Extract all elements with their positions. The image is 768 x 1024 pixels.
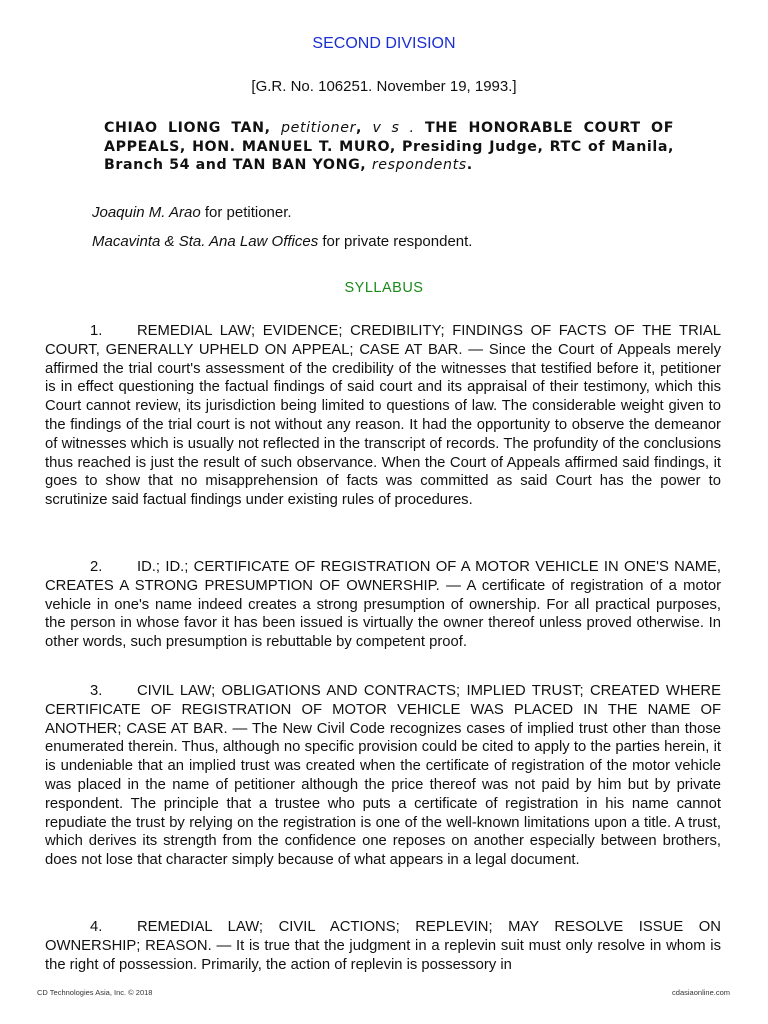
footer-website: cdasiaonline.com [672, 988, 730, 997]
paragraph-number: 1. [90, 323, 103, 339]
footer-copyright: CD Technologies Asia, Inc. © 2018 [37, 988, 153, 997]
paragraph-number: 3. [90, 683, 103, 699]
counsel-name: Macavinta & Sta. Ana Law Offices [92, 233, 319, 250]
respondents-role: respondents [371, 157, 467, 173]
paragraph-number: 2. [90, 559, 103, 575]
counsel-name: Joaquin M. Arao [92, 204, 201, 221]
syllabus-paragraph-4 [45, 918, 721, 974]
paragraph-text: REMEDIAL LAW; EVIDENCE; CREDIBILITY; FINDINGS OF FACTS OF THE TRIAL COURT, GENERALLY UPHELD ON APPEAL; CASE AT BAR. — Since the Court of Appeals merely affirmed the trial court's assessment of the credibility of the witnesses that testified before it, petitioner is in effect questioning the factual findings of said court and its appraisal of their testimony, which this Court cannot review, its jurisdiction being limited to questions of law. The considerable weight given to the findings of the trial court is not without any reason. It had the opportunity to observe the demeanor of witnesses which is usually not reflected in the transcript of records. The profundity of the conclusions thus reached is just the result of such observance. When the Court of Appeals affirmed said findings, it goes to show that no misapprehension of facts was committed as said Court has the power to scrutinize said factual findings under existing rules of procedures. [45, 323, 721, 509]
comma: , [356, 120, 373, 136]
syllabus-paragraph-1 [45, 322, 721, 510]
counsel-for: for petitioner. [200, 204, 292, 221]
paragraph-text: CIVIL LAW; OBLIGATIONS AND CONTRACTS; IMPLIED TRUST; CREATED WHERE CERTIFICATE OF REGISTRATION OF MOTOR VEHICLE WAS PLACED IN THE NAME OF ANOTHER; CASE AT BAR. — The New Civil Code recognizes cases of implied trust other than those enumerated therein. Thus, although no specific provision could be cited to apply to the parties herein, it is undeniable that an implied trust was created when the certificate of registration of the motor vehicle was placed in the name of petitioner although the price thereof was not paid by him but by private respondent. The principle that a trustee who puts a certificate of registration in his name cannot repudiate the trust by relying on the registration is one of the well-known limitations upon a title. A trust, which derives its strength from the confidence one reposes on another especially between brothers, does not lose that character simply because of what appears in a legal document. [45, 683, 721, 869]
counsel-for: for private respondent. [318, 233, 473, 250]
period: . [466, 157, 473, 173]
division-heading: SECOND DIVISION [312, 35, 456, 52]
petitioner-name: CHIAO LIONG TAN, [104, 120, 282, 136]
case-number: [G.R. No. 106251. November 19, 1993.] [251, 78, 517, 95]
paragraph-text: REMEDIAL LAW; CIVIL ACTIONS; REPLEVIN; MAY RESOLVE ISSUE ON OWNERSHIP; REASON. — It is true that the judgment in a replevin suit must only resolve in whom is the right of possession. Primarily, the action of replevin is possessory in [45, 919, 721, 973]
respondents-names: THE HONORABLE COURT OF APPEALS, HON. MANUEL T. MURO, Presiding Judge, RTC of Manila, Branch 54 and TAN BAN YONG, [104, 120, 674, 173]
syllabus-paragraph-3 [45, 682, 721, 870]
petitioner-role: petitioner [281, 120, 357, 136]
versus: v s . [372, 120, 415, 136]
paragraph-number: 4. [90, 919, 103, 935]
syllabus-paragraph-2 [45, 558, 721, 652]
syllabus-heading: SYLLABUS [344, 280, 424, 296]
counsel-respondent [92, 233, 472, 250]
case-parties [104, 119, 674, 175]
paragraph-text: ID.; ID.; CERTIFICATE OF REGISTRATION OF A MOTOR VEHICLE IN ONE'S NAME, CREATES A STRONG PRESUMPTION OF OWNERSHIP. — A certificate of registration of a motor vehicle in one's name indeed creates a strong presumption of ownership. For all practical purposes, the person in whose favor it has been issued is virtually the owner thereof unless proved otherwise. In other words, such presumption is rebuttable by competent proof. [45, 559, 721, 651]
counsel-petitioner [92, 204, 292, 221]
